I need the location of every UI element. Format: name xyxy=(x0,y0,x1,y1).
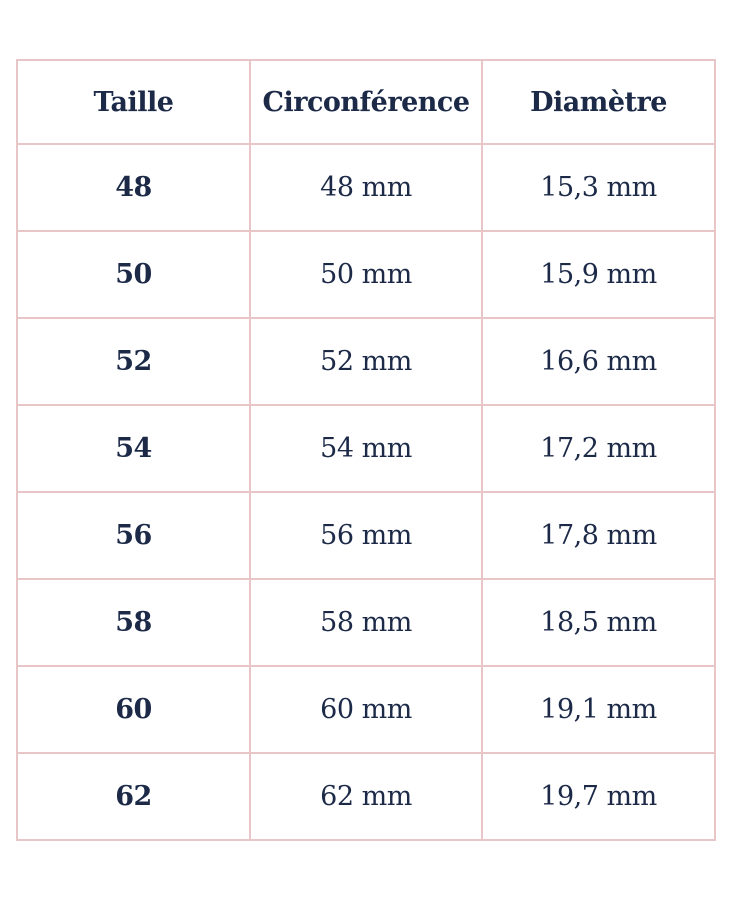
table-row xyxy=(17,666,715,753)
circumference-cell: 48 mm xyxy=(250,144,482,231)
size-cell: 56 xyxy=(17,492,250,579)
size-cell: 54 xyxy=(17,405,250,492)
size-cell: 62 xyxy=(17,753,250,840)
table-row xyxy=(17,318,715,405)
size-cell: 52 xyxy=(17,318,250,405)
header-row xyxy=(17,60,715,144)
table-row xyxy=(17,231,715,318)
diameter-cell: 16,6 mm xyxy=(482,318,715,405)
diameter-cell: 18,5 mm xyxy=(482,579,715,666)
circumference-cell: 50 mm xyxy=(250,231,482,318)
circumference-cell: 54 mm xyxy=(250,405,482,492)
circumference-cell: 60 mm xyxy=(250,666,482,753)
size-cell: 50 xyxy=(17,231,250,318)
circumference-cell: 62 mm xyxy=(250,753,482,840)
diameter-cell: 19,1 mm xyxy=(482,666,715,753)
size-cell: 60 xyxy=(17,666,250,753)
diameter-cell: 15,9 mm xyxy=(482,231,715,318)
table-header xyxy=(17,60,715,144)
table-row xyxy=(17,579,715,666)
diameter-cell: 17,8 mm xyxy=(482,492,715,579)
header-diametre: Diamètre xyxy=(482,60,715,144)
size-cell: 48 xyxy=(17,144,250,231)
header-circonference: Circonférence xyxy=(250,60,482,144)
circumference-cell: 56 mm xyxy=(250,492,482,579)
diameter-cell: 17,2 mm xyxy=(482,405,715,492)
diameter-cell: 19,7 mm xyxy=(482,753,715,840)
diameter-cell: 15,3 mm xyxy=(482,144,715,231)
circumference-cell: 58 mm xyxy=(250,579,482,666)
table-body xyxy=(17,144,715,840)
ring-size-table xyxy=(16,59,716,841)
circumference-cell: 52 mm xyxy=(250,318,482,405)
table-row xyxy=(17,492,715,579)
size-cell: 58 xyxy=(17,579,250,666)
table-row xyxy=(17,405,715,492)
table-row xyxy=(17,753,715,840)
table-row xyxy=(17,144,715,231)
header-taille: Taille xyxy=(17,60,250,144)
